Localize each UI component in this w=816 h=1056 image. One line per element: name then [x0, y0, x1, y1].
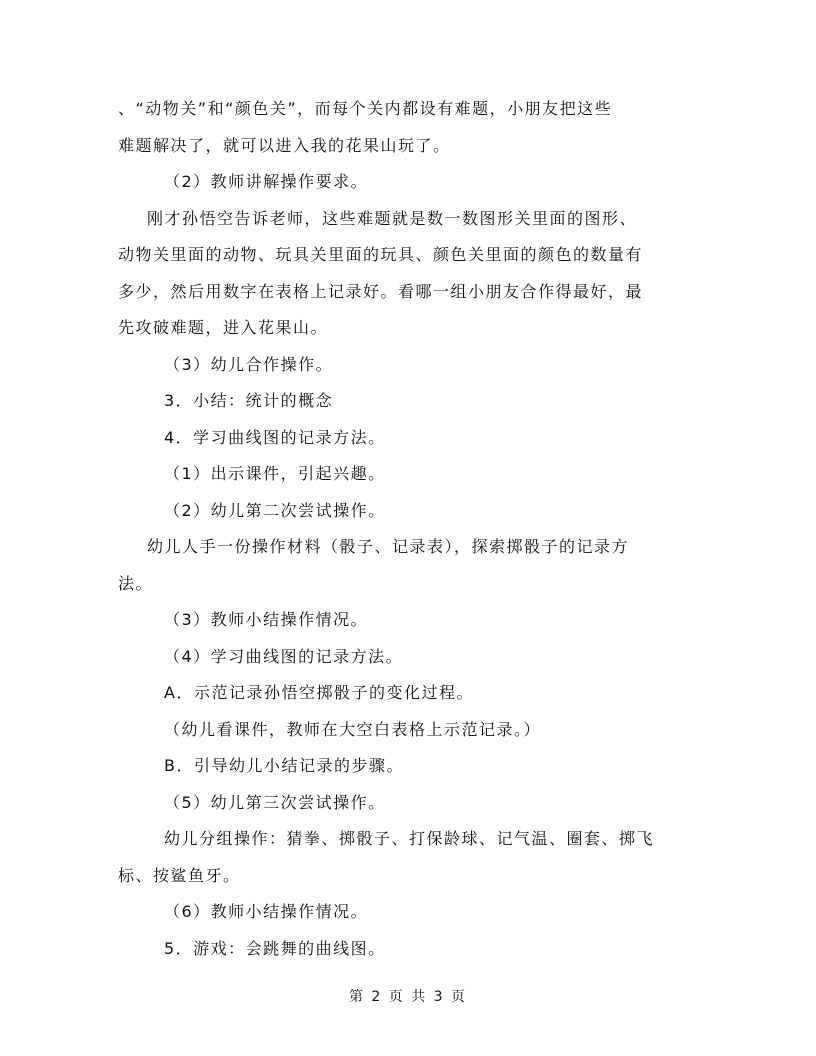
document-body	[118, 91, 698, 967]
paragraph-line: 先攻破难题，进入花果山。	[118, 318, 329, 337]
paragraph-line: 3．小结：统计的概念	[164, 391, 334, 410]
paragraph-line: （5）幼儿第三次尝试操作。	[164, 792, 386, 812]
paragraph-line: （3）教师小结操作情况。	[164, 610, 369, 629]
paragraph-line: （2）教师讲解操作要求。	[164, 172, 369, 191]
paragraph-line: 刚才孙悟空告诉老师，这些难题就是数一数图形关里面的图形、	[147, 208, 638, 228]
paragraph-line: （6）教师小结操作情况。	[164, 902, 369, 921]
paragraph-line: 法。	[118, 573, 154, 593]
paragraph-line: A．示范记录孙悟空掷骰子的变化过程。	[164, 683, 474, 702]
paragraph-line: 幼儿分组操作：猜拳、掷骰子、打保龄球、记气温、圈套、掷飞	[164, 829, 655, 848]
paragraph-line: （2）幼儿第二次尝试操作。	[164, 500, 386, 520]
paragraph-line: 标、按鲨鱼牙。	[118, 865, 241, 885]
paragraph-line: 4．学习曲线图的记录方法。	[164, 427, 386, 447]
paragraph-line: 多少，然后用数字在表格上记录好。看哪一组小朋友合作得最好，最	[118, 281, 644, 301]
paragraph-line: （3）幼儿合作操作。	[164, 354, 334, 374]
paragraph-line: 难题解决了，就可以进入我的花果山玩了。	[118, 135, 451, 155]
paragraph-line: （4）学习曲线图的记录方法。	[164, 646, 404, 666]
paragraph-line: 、“动物关”和“颜色关”，而每个关内都设有难题，小朋友把这些	[118, 99, 613, 118]
paragraph-line: 5．游戏：会跳舞的曲线图。	[164, 938, 386, 958]
paragraph-line: B．引导幼儿小结记录的步骤。	[164, 756, 404, 775]
paragraph-line: （幼儿看课件，教师在大空白表格上示范记录。）	[164, 719, 542, 739]
page-number-footer: 第 2 页 共 3 页	[348, 989, 468, 1005]
paragraph-line: 动物关里面的动物、玩具关里面的玩具、颜色关里面的颜色的数量有	[118, 245, 644, 264]
paragraph-line: （1）出示课件，引起兴趣。	[164, 464, 386, 483]
paragraph-line: 幼儿人手一份操作材料（骰子、记录表），探索掷骰子的记录方	[147, 537, 630, 556]
